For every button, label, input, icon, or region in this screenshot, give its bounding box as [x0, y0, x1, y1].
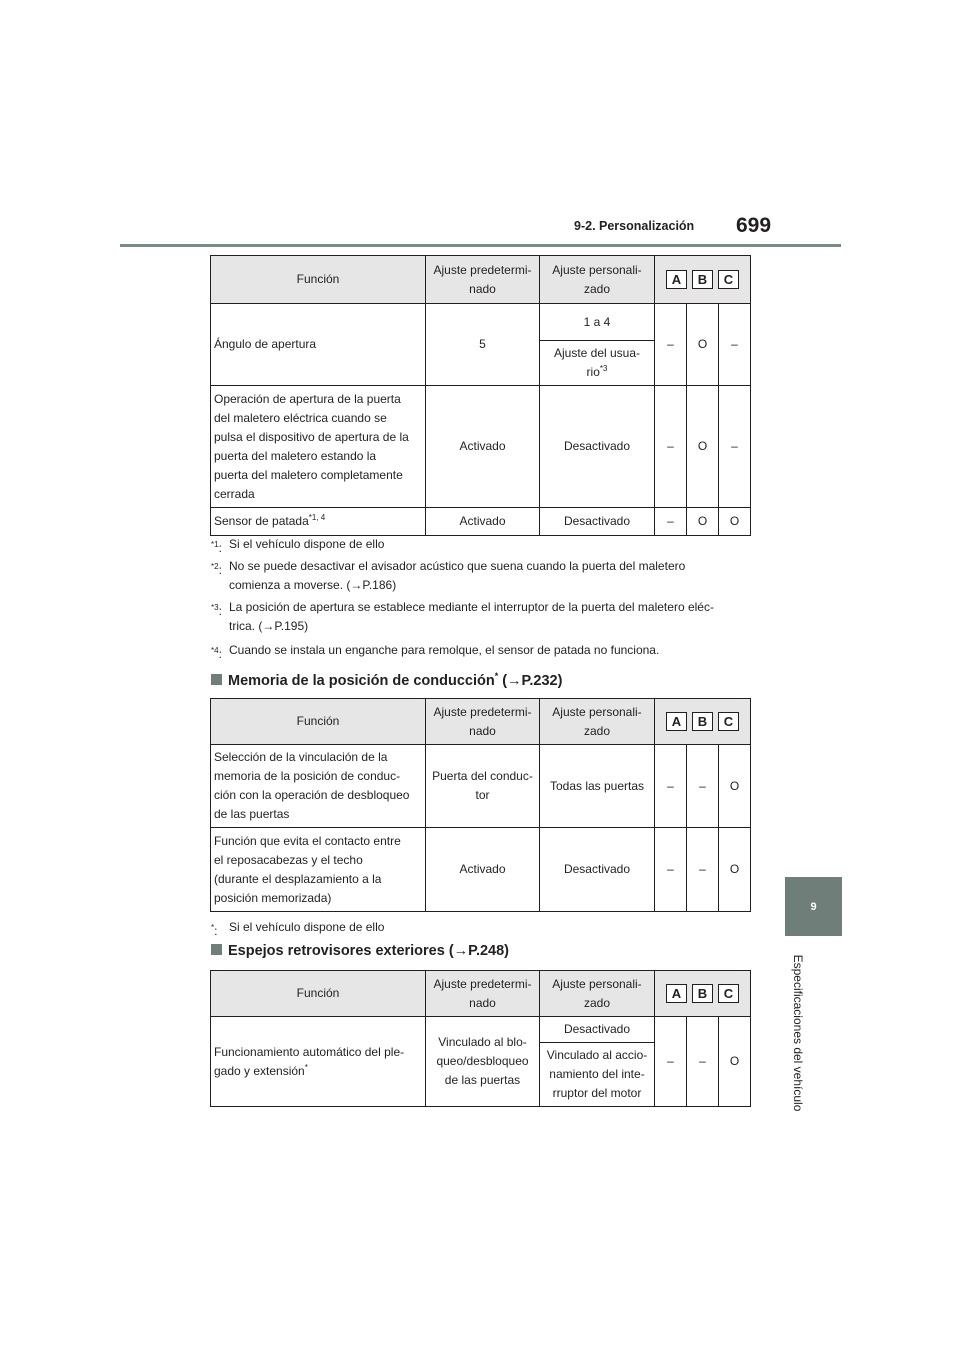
- cell-b: O: [687, 508, 719, 536]
- col-custom: Ajuste personali- zado: [540, 699, 655, 745]
- footnote: $^{*4}$: Cuando se instala un enganche para remolque, el sensor de patada no funciona.: [211, 643, 660, 661]
- table-row: [211, 386, 751, 508]
- section-title: 9-2. Personalización: [574, 219, 695, 233]
- table-row: [211, 745, 751, 828]
- cell-funcion: Sensor de patada$^{*1, 4}$: [211, 508, 426, 536]
- col-abc: [655, 699, 751, 745]
- table-row: [211, 508, 751, 536]
- chapter-label: [768, 940, 828, 1127]
- box-b: B: [692, 984, 713, 1003]
- col-custom: Ajuste personali- zado: [540, 971, 655, 1017]
- table-driving-memory: [210, 698, 751, 912]
- box-b: B: [692, 270, 713, 289]
- cell-a: –: [655, 508, 687, 536]
- cell-funcion: Ángulo de apertura: [211, 304, 426, 386]
- footnote: $^{*2}$: No se puede desactivar el avisador acústico que suena cuando la puerta del maletero comienza a moverse. (→P.186): [211, 559, 686, 592]
- cell-b: –: [687, 828, 719, 912]
- chapter-label-text: Especificaciones del vehículo: [791, 954, 805, 1112]
- cell-funcion: Función que evita el contacto entre el reposacabezas y el techo (durante el desplazamiento a la posición memorizada): [211, 828, 426, 912]
- cell-c: –: [719, 304, 751, 386]
- cell-c: O: [719, 508, 751, 536]
- header-rule: [120, 244, 841, 247]
- box-a: A: [666, 712, 687, 731]
- cell-b: –: [687, 745, 719, 828]
- square-bullet-icon: [211, 944, 222, 955]
- cell-c: O: [719, 828, 751, 912]
- cell-a: –: [655, 386, 687, 508]
- cell-default: Activado: [426, 386, 540, 508]
- square-bullet-icon: [211, 674, 222, 685]
- col-default: Ajuste predetermi- nado: [426, 971, 540, 1017]
- cell-a: –: [655, 1017, 687, 1107]
- table-row: [211, 304, 751, 341]
- col-abc: [655, 256, 751, 304]
- col-funcion: Función: [211, 256, 426, 304]
- cell-default: 5: [426, 304, 540, 386]
- section-heading: Memoria de la posición de conducción* (→P.232): [211, 671, 562, 689]
- chapter-tab: 9: [785, 877, 842, 936]
- box-c: C: [718, 984, 739, 1003]
- cell-custom: Desactivado: [540, 1017, 655, 1043]
- table-header-row: [211, 256, 751, 304]
- box-a: A: [666, 984, 687, 1003]
- cell-c: O: [719, 1017, 751, 1107]
- cell-b: O: [687, 386, 719, 508]
- footnote: $^{*1}$: Si el vehículo dispone de ello: [211, 537, 385, 555]
- cell-custom: Desactivado: [540, 386, 655, 508]
- table-mirrors: [210, 970, 751, 1107]
- table-row: [211, 828, 751, 912]
- cell-default: Puerta del conduc- tor: [426, 745, 540, 828]
- cell-a: –: [655, 745, 687, 828]
- cell-funcion: Funcionamiento automático del ple- gado y extensión*: [211, 1017, 426, 1107]
- footnote: $^{*3}$: La posición de apertura se establece mediante el interruptor de la puerta del maletero eléc- trica. (→P.195): [211, 600, 714, 633]
- box-a: A: [666, 270, 687, 289]
- cell-a: –: [655, 304, 687, 386]
- col-abc: [655, 971, 751, 1017]
- col-funcion: Función: [211, 699, 426, 745]
- col-funcion: Función: [211, 971, 426, 1017]
- table-header-row: [211, 699, 751, 745]
- table-header-row: [211, 971, 751, 1017]
- box-c: C: [718, 712, 739, 731]
- cell-c: –: [719, 386, 751, 508]
- cell-default: Activado: [426, 508, 540, 536]
- col-default: Ajuste predetermi- nado: [426, 699, 540, 745]
- cell-custom: Vinculado al accio- namiento del inte- rruptor del motor: [540, 1043, 655, 1107]
- box-c: C: [718, 270, 739, 289]
- page-number: 699: [736, 214, 772, 237]
- col-default: Ajuste predetermi- nado: [426, 256, 540, 304]
- table-row: [211, 1017, 751, 1043]
- cell-custom: Desactivado: [540, 508, 655, 536]
- cell-custom: Todas las puertas: [540, 745, 655, 828]
- cell-b: O: [687, 304, 719, 386]
- cell-default: Activado: [426, 828, 540, 912]
- cell-custom: 1 a 4: [540, 304, 655, 341]
- box-b: B: [692, 712, 713, 731]
- footnote: *: Si el vehículo dispone de ello: [211, 920, 385, 938]
- cell-funcion: Selección de la vinculación de la memoria de la posición de conduc- ción con la operación de desbloqueo de las puertas: [211, 745, 426, 828]
- table-tailgate: [210, 255, 751, 536]
- cell-a: –: [655, 828, 687, 912]
- cell-default: Vinculado al blo- queo/desbloqueo de las puertas: [426, 1017, 540, 1107]
- cell-b: –: [687, 1017, 719, 1107]
- cell-funcion: Operación de apertura de la puerta del maletero eléctrica cuando se pulsa el dispositivo de apertura de la puerta del maletero estando la puerta del maletero completamente cerrada: [211, 386, 426, 508]
- col-custom: Ajuste personali- zado: [540, 256, 655, 304]
- cell-c: O: [719, 745, 751, 828]
- cell-custom: Desactivado: [540, 828, 655, 912]
- section-heading: Espejos retrovisores exteriores (→P.248): [211, 943, 509, 959]
- cell-custom: Ajuste del usua- rio$^{*3}$: [540, 341, 655, 386]
